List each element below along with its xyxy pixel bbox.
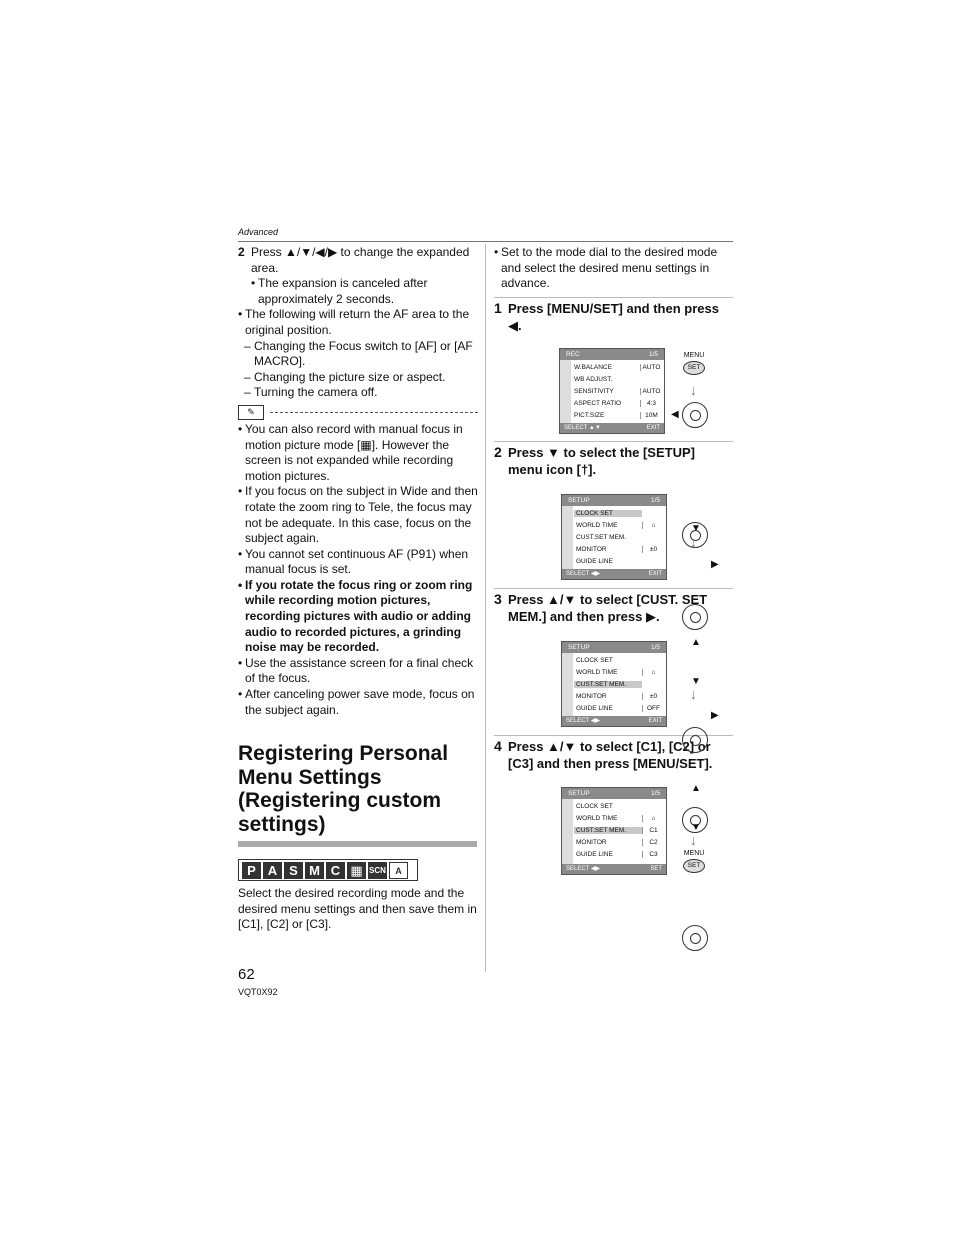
- step-2: [494, 444, 732, 478]
- return-item: – Changing the picture size or aspect.: [238, 370, 478, 386]
- right-intro-block: [494, 245, 734, 292]
- menu-screen-setup: [561, 494, 667, 580]
- arrow-down-icon: ↓: [690, 686, 697, 702]
- menu-row: [574, 679, 664, 691]
- note-item: • You cannot set continuous AF (P91) when manual focus is set.: [238, 547, 478, 578]
- menu-row-label: CUST.SET MEM.: [574, 681, 642, 688]
- screen-title: SETUP: [568, 644, 590, 651]
- step-text: Press ▲/▼ to select [C1], [C2] or [C3] and then press [MENU/SET].: [508, 739, 713, 771]
- menu-row: [572, 374, 662, 386]
- menu-row-label: WORLD TIME: [576, 815, 618, 823]
- down-triangle-icon: ▼: [691, 676, 701, 687]
- left-column: [238, 245, 478, 718]
- step-number: 4: [494, 738, 502, 754]
- column-divider: [485, 244, 486, 972]
- note-item: • If you focus on the subject in Wide and then rotate the zoom ring to Tele, the focus may not be adequate. In this case, focus on the subject again.: [238, 484, 478, 546]
- screen-page: 1/5: [650, 790, 660, 797]
- menu-row-label: ASPECT RATIO: [574, 399, 622, 407]
- return-item: – Turning the camera off.: [238, 385, 478, 401]
- step-1: [494, 300, 732, 334]
- screen-page: 1/5: [650, 497, 660, 504]
- menu-row: [574, 836, 664, 848]
- menu-row-label: PICT.SIZE: [574, 411, 605, 419]
- screen-select: SELECT ◀▶: [566, 571, 601, 577]
- screen-select: SELECT ◀▶: [566, 718, 601, 724]
- menu-row: [574, 667, 664, 679]
- menu-side-tabs: [562, 799, 573, 864]
- menu-row-value: AUTO: [640, 388, 662, 395]
- step-separator: [494, 297, 733, 298]
- mode-p-icon: P: [242, 862, 261, 879]
- mode-description: Select the desired recording mode and the desired menu settings and then save them in [C1], [C2] or [C3].: [238, 886, 477, 932]
- menu-row: [574, 508, 664, 520]
- down-triangle-icon: ▼: [691, 822, 701, 833]
- menu-row-label: SENSITIVITY: [574, 387, 614, 395]
- menu-row-value: AUTO: [640, 364, 662, 371]
- intro-bullet: • Set to the mode dial to the desired mode and select the desired menu settings in advance.: [494, 245, 734, 292]
- menu-row-label: CLOCK SET: [576, 803, 613, 811]
- cursor-button-icon: [682, 604, 708, 630]
- step-number: 2: [494, 444, 502, 460]
- menu-row: [574, 825, 664, 837]
- step-text: Press ▲/▼/◀/▶ to change the expanded area.: [251, 245, 470, 275]
- step-text: Press [MENU/SET] and then press ◀.: [508, 301, 719, 333]
- menu-screen-rec: [559, 348, 665, 434]
- menu-side-tabs: [560, 360, 571, 423]
- step-number: 2: [238, 245, 245, 259]
- auto-mode-icon: A: [389, 862, 408, 879]
- menu-row-value: C2: [642, 839, 664, 846]
- menu-row-label: CLOCK SET: [574, 510, 642, 517]
- screen-select: SELECT ◀▶: [566, 866, 601, 872]
- up-triangle-icon: ▲: [691, 783, 701, 794]
- menu-row-value: ⌂: [642, 815, 664, 822]
- menu-row-label: MONITOR: [576, 838, 607, 846]
- menu-set-button: MENU SET: [683, 352, 705, 375]
- menu-row-label: CUST.SET MEM.: [574, 827, 642, 834]
- menu-row-label: GUIDE LINE: [576, 704, 613, 712]
- menu-row-value: C3: [642, 851, 664, 858]
- return-intro: • The following will return the AF area to the original position.: [238, 307, 478, 338]
- screen-title: SETUP: [568, 497, 590, 504]
- arrow-down-icon: ↓: [690, 382, 697, 398]
- screen-page: 1/5: [648, 351, 658, 358]
- menu-row-value: ±0: [642, 693, 664, 700]
- cursor-button-icon: [682, 925, 708, 951]
- menu-row: [572, 409, 662, 421]
- right-triangle-icon: ▶: [711, 710, 719, 721]
- menu-row: [574, 801, 664, 813]
- menu-screen-setup-c: [561, 787, 667, 875]
- menu-row: [574, 543, 664, 555]
- menu-row-value: 10M: [640, 412, 662, 419]
- menu-row-label: WORLD TIME: [576, 669, 618, 677]
- menu-row-label: WB ADJUST.: [574, 376, 613, 384]
- menu-side-tabs: [562, 506, 573, 569]
- step-sub-bullet: • The expansion is canceled after approximately 2 seconds.: [238, 276, 478, 307]
- step-separator: [494, 588, 733, 589]
- menu-row-value: ⌂: [642, 522, 664, 529]
- up-triangle-icon: ▲: [691, 637, 701, 648]
- menu-row: [574, 702, 664, 714]
- mode-icons: [238, 859, 418, 881]
- menu-side-tabs: [562, 653, 573, 716]
- warning-note: • If you rotate the focus ring or zoom ring while recording motion pictures, recording pictures with audio or adding audio to recorded pictures, a grinding noise may be recorded.: [238, 578, 478, 656]
- scene-mode-icon: SCN: [368, 862, 387, 879]
- step-text: Press ▼ to select the [SETUP] menu icon [†].: [508, 445, 695, 477]
- note-item: • Use the assistance screen for a final check of the focus.: [238, 656, 478, 687]
- menu-row: [574, 532, 664, 544]
- note-header: [238, 405, 478, 420]
- mode-s-icon: S: [284, 862, 303, 879]
- menu-row: [572, 386, 662, 398]
- arrow-down-icon: ↓: [690, 534, 697, 550]
- menu-row-value: ±0: [642, 546, 664, 553]
- screen-exit: EXIT: [648, 571, 662, 577]
- menu-row-value: OFF: [642, 705, 664, 712]
- menu-row: [574, 520, 664, 532]
- menu-row: [574, 690, 664, 702]
- step-number: 1: [494, 300, 502, 316]
- page-code: VQT0X92: [238, 987, 278, 997]
- section-header: Advanced: [238, 227, 279, 237]
- cursor-button-icon: [682, 727, 708, 753]
- menu-row-label: CUST.SET MEM.: [576, 533, 627, 541]
- return-item: – Changing the Focus switch to [AF] or [AF MACRO].: [238, 339, 478, 370]
- menu-row-value: C1: [642, 827, 664, 834]
- motion-picture-icon: ▦: [347, 862, 366, 879]
- menu-row: [572, 397, 662, 409]
- down-triangle-icon: ▼: [691, 523, 701, 534]
- step-2-expand: [238, 245, 478, 276]
- right-triangle-icon: ▶: [711, 559, 719, 570]
- screen-exit: SET: [650, 866, 662, 872]
- header-rule: [238, 241, 733, 242]
- mode-m-icon: M: [305, 862, 324, 879]
- section-title: Registering Personal Menu Settings (Registering custom settings): [238, 742, 449, 836]
- note-item: • After canceling power save mode, focus on the subject again.: [238, 687, 478, 718]
- menu-row-label: GUIDE LINE: [576, 557, 613, 565]
- menu-row: [574, 555, 664, 567]
- menu-row: [572, 362, 662, 374]
- menu-row-value: 4:3: [640, 400, 662, 407]
- note-icon: ✎: [238, 405, 264, 420]
- screen-page: 1/5: [650, 644, 660, 651]
- screen-select: SELECT ▲▼: [564, 425, 601, 431]
- menu-row-label: MONITOR: [576, 545, 607, 553]
- step-separator: [494, 441, 733, 442]
- menu-row-value: ⌂: [642, 669, 664, 676]
- menu-row-label: CLOCK SET: [576, 657, 613, 665]
- cursor-button-icon: [682, 402, 708, 428]
- note-dashed-rule: [270, 412, 478, 413]
- note-item: • You can also record with manual focus in motion picture mode [▦]. However the screen is not expanded while recording motion pictures.: [238, 422, 478, 484]
- mode-c-icon: C: [326, 862, 345, 879]
- title-bar: [238, 841, 477, 847]
- screen-title: SETUP: [568, 790, 590, 797]
- menu-row: [574, 813, 664, 825]
- menu-row: [574, 655, 664, 667]
- screen-title: REC: [566, 351, 580, 358]
- step-text: Press ▲/▼ to select [CUST. SET MEM.] and then press ▶.: [508, 592, 708, 624]
- screen-exit: EXIT: [646, 425, 660, 431]
- page-number: 62: [238, 966, 255, 983]
- menu-row-label: W.BALANCE: [574, 364, 612, 372]
- screen-exit: EXIT: [648, 718, 662, 724]
- menu-row: [574, 848, 664, 860]
- menu-row-label: GUIDE LINE: [576, 850, 613, 858]
- mode-a-icon: A: [263, 862, 282, 879]
- menu-row-label: WORLD TIME: [576, 522, 618, 530]
- step-number: 3: [494, 591, 502, 607]
- menu-screen-setup-cust: [561, 641, 667, 727]
- menu-row-label: MONITOR: [576, 692, 607, 700]
- menu-set-button: MENU SET: [683, 850, 705, 873]
- left-triangle-icon: ◀: [671, 409, 679, 420]
- arrow-down-icon: ↓: [690, 832, 697, 848]
